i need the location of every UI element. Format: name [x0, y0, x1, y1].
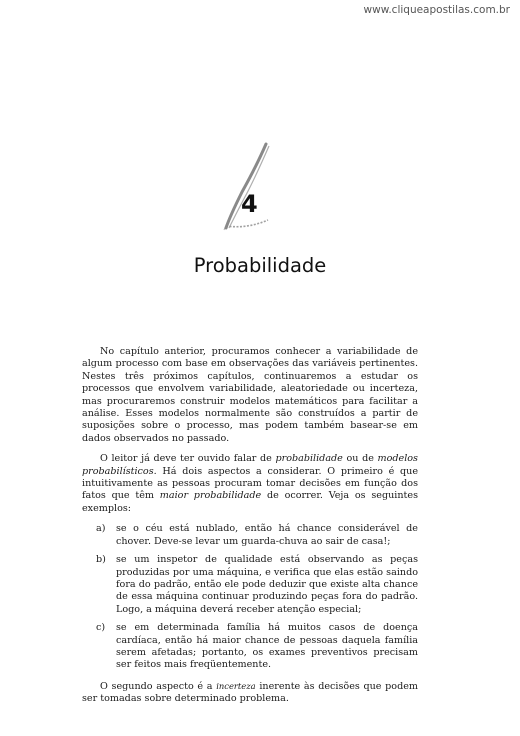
text-run: de ocorrer. Veja os seguintes exemplos: [82, 490, 418, 514]
chapter-body [82, 346, 418, 714]
term-maior-probabilidade: maior probabilidade [159, 490, 262, 502]
text-run: O leitor já deve ter ouvido falar de [100, 453, 276, 465]
list-item-label: b) [96, 554, 106, 566]
text-run: . Há dois aspectos a considerar. O primeiro é que intuitivamente as pessoas procuram tomar decisões em função dos fatos que têm [82, 465, 418, 502]
paragraph-uncertainty [82, 680, 418, 706]
list-item [82, 554, 418, 616]
list-item-label: a) [96, 523, 106, 535]
term-incerteza: incerteza [216, 680, 256, 691]
chapter-title: Probabilidade [193, 254, 327, 277]
paragraph-intro: No capítulo anterior, procuramos conhecer a variabilidade de algum processo com base em observações das variáveis pertinentes. Nestes três próximos capítulos, continuaremos a estudar os processos que envolvem variabilidade, aleatoriedade ou incerteza, mas procuraremos construir modelos matemáticos para facilitar a análise. Esses modelos normalmente são construídos a partir de suposições sobre o processo, mas podem também basear-se em dados observados no passado. [82, 346, 418, 444]
paragraph-aspects [82, 453, 418, 515]
term-modelos-probabilisticos: modelos probabilísticos [82, 453, 418, 477]
text-run: O segundo aspecto é a [100, 680, 217, 692]
text-run: ou de [342, 453, 378, 465]
list-item [82, 523, 418, 548]
text-run: inerente às decisões que podem ser tomadas sobre determinado problema. [82, 680, 419, 705]
term-probabilidade: probabilidade [275, 453, 343, 465]
chapter-number: 4 [241, 190, 258, 218]
list-item [82, 622, 418, 672]
list-item-text: se um inspetor de qualidade está observando as peças produzidas por uma máquina, e verifica que elas estão saindo fora do padrão, então ele pode deduzir que existe alta chance de essa máquina continuar produzindo peças fora do padrão. Logo, a máquina deverá receber atenção especial; [116, 554, 418, 615]
list-item-text: se em determinada família há muitos casos de doença cardíaca, então há maior chance de pessoas daquela família serem afetadas; portanto, os exames preventivos precisam ser feitos mais freqüentemente. [116, 622, 418, 671]
watermark-url: www.cliqueapostilas.com.br [363, 4, 510, 16]
list-item-label: c) [96, 622, 106, 634]
list-item-text: se o céu está nublado, então há chance considerável de chover. Deve-se levar um guarda-chuva ao sair de casa!; [116, 523, 418, 547]
examples-list [82, 523, 418, 671]
